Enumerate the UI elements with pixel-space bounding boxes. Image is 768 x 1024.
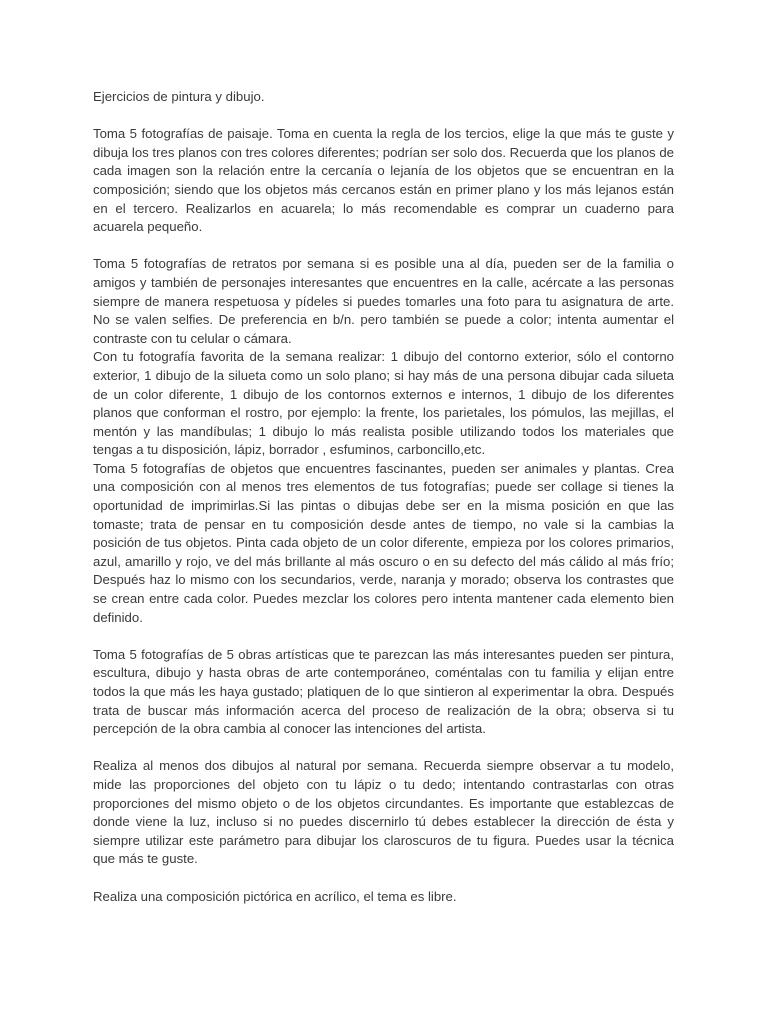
paragraph-favorite-photo-drawings: Con tu fotografía favorita de la semana realizar: 1 dibujo del contorno exterior, sólo el contorno exterior, 1 dibujo de la silueta como un solo plano; si hay más de una persona dibujar cada silueta de un color diferente, 1 dibujo de los contornos externos e internos, 1 dibujo de los diferentes planos que conforman el rostro, por ejemplo: la frente, los parietales, los pómulos, las mejillas, el mentón y las mandíbulas; 1 dibujo lo más realista posible utilizando todos los materiales que tengas a tu disposición, lápiz, borrador , esfuminos, carboncillo,etc. xyxy=(93,349,674,458)
paragraph-acrylic: Realiza una composición pictórica en acrílico, el tema es libre. xyxy=(93,888,457,904)
paragraph-natural-drawings: Realiza al menos dos dibujos al natural por semana. Recuerda siempre observar a tu modelo, mide las proporciones del objeto con tu lápiz o tu dedo; intentando contrastarlas con otras proporciones del mismo objeto o de los objetos circundantes. Es importante que establezcas de donde viene la luz, incluso si no puedes discernirlo tú debes establecer la dirección de ésta y siempre utilizar este parámetro para dibujar los claroscuros de tu figura. Puedes usar la técnica que más te guste. xyxy=(93,758,674,867)
paragraph-landscape: Toma 5 fotografías de paisaje. Toma en cuenta la regla de los tercios, elige la que más te guste y dibuja los tres planos con tres colores diferentes; podrían ser solo dos. Recuerda que los planos de cada imagen son la relación entre la cercanía o lejanía de los objetos que se encuentran en la composición; siendo que los objetos más cercanos están en primer plano y los más lejanos están en el tercero. Realizarlos en acuarela; lo más recomendable es comprar un cuaderno para acuarela pequeño. xyxy=(93,126,674,235)
document-title: Ejercicios de pintura y dibujo. xyxy=(93,89,265,104)
document-body xyxy=(93,88,674,906)
paragraph-artworks: Toma 5 fotografías de 5 obras artísticas que te parezcan las más interesantes pueden ser pintura, escultura, dibujo y hasta obras de arte contemporáneo, coméntalas con tu familia y elijan entre todos la que más les haya gustado; platiquen de lo que sintieron al experimentar la obra. Después trata de buscar más información acerca del proceso de realización de la obra; observa si tu percepción de la obra cambia al conocer las intenciones del artista. xyxy=(93,646,674,737)
paragraph-portraits: Toma 5 fotografías de retratos por semana si es posible una al día, pueden ser de la familia o amigos y también de personajes interesantes que encuentres en la calle, acércate a las personas siempre de manera respetuosa y pídeles si puedes tomarles una foto para tu asignatura de arte. No se valen selfies. De preferencia en b/n. pero también se puede a color; intenta aumentar el contraste con tu celular o cámara. xyxy=(93,256,674,346)
paragraph-objects: Toma 5 fotografías de objetos que encuentres fascinantes, pueden ser animales y plantas. Crea una composición con al menos tres elementos de tus fotografías; puede ser collage si tienes la oportunidad de imprimirlas.Si las pintas o dibujas debe ser en la misma posición en que las tomaste; trata de pensar en tu composición desde antes de tiempo, no vale si la cambias la posición de tus objetos. Pinta cada objeto de un color diferente, empieza por los colores primarios, azul, amarillo y rojo, ve del más brillante al más oscuro o en su defecto del más cálido al más frío; Después haz lo mismo con los secundarios, verde, naranja y morado; observa los contrastes que se crean entre cada color. Puedes mezclar los colores pero intenta mantener cada elemento bien definido. xyxy=(93,460,674,625)
